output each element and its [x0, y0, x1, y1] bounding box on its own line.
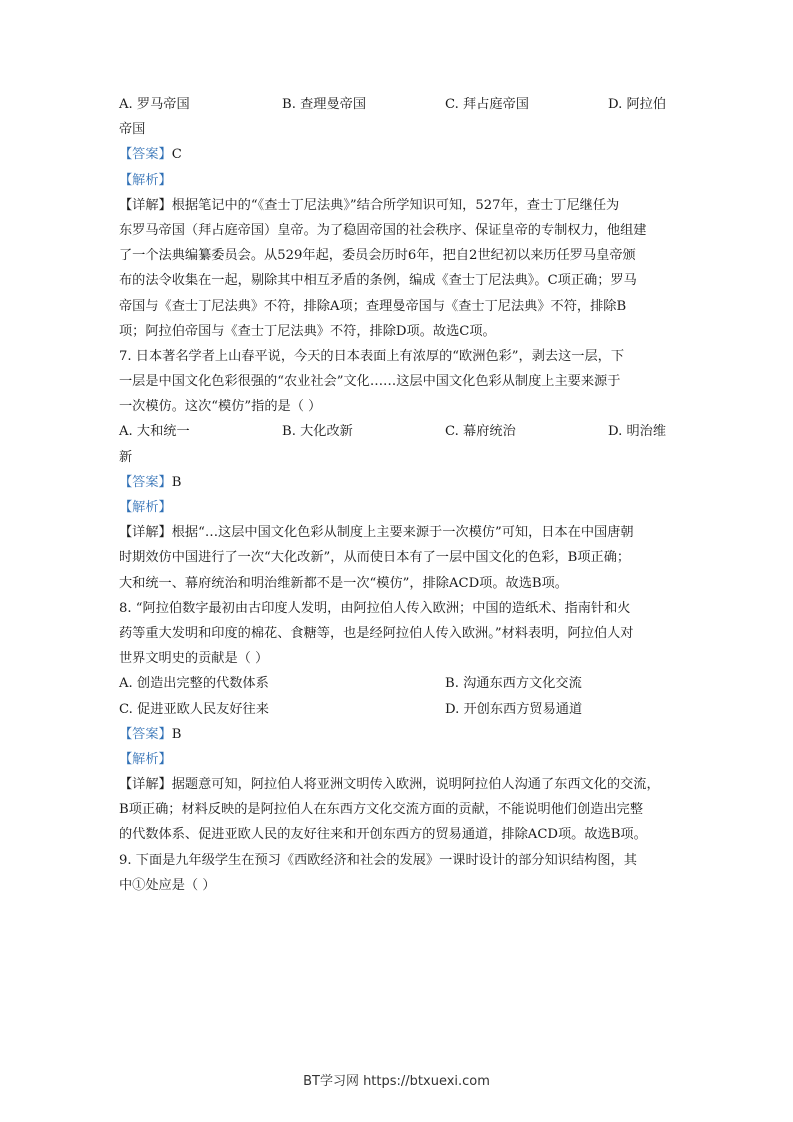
- detail-label: 【详解】: [119, 777, 172, 793]
- detail-label: 【详解】: [119, 197, 172, 213]
- stem-line: 一层是中国文化色彩很强的“农业社会”文化……这层中国文化色彩从制度上主要来源于: [119, 374, 621, 390]
- q7-detail: [119, 520, 673, 596]
- q8-detail: [119, 772, 673, 848]
- detail-line: 了一个法典编纂委员会。从529年起，委员会历时6年，把自2世纪初以来历任罗马皇帝颁: [119, 248, 636, 264]
- answer-value: C: [171, 147, 182, 163]
- detail-label: 【详解】: [119, 525, 172, 541]
- answer-label: 【答案】: [119, 726, 172, 742]
- q8-answer: [119, 722, 673, 747]
- detail-line: 东罗马帝国（拜占庭帝国）皇帝。为了稳固帝国的社会秩序、保证皇帝的专制权力，他组建: [119, 222, 647, 238]
- detail-line: 大和统一、幕府统治和明治维新都不是一次“模仿”，排除ACD项。故选B项。: [119, 575, 568, 591]
- site-footer-watermark: BT学习网 https://btxuexi.com: [303, 1074, 490, 1089]
- detail-line: 布的法令收集在一起，剔除其中相互矛盾的条例，编成《查士丁尼法典》。C项正确；罗马: [119, 273, 637, 289]
- stem-line: 世界文明史的贡献是（ ）: [119, 651, 269, 667]
- q8-options-row-1: [119, 671, 673, 696]
- q8-option-c[interactable]: C. 促进亚欧人民友好往来: [119, 701, 269, 717]
- detail-line: 据题意可知，阿拉伯人将亚洲文明传入欧洲，说明阿拉伯人沟通了东西文化的交流，: [171, 777, 660, 793]
- q7-answer: [119, 470, 673, 495]
- q8-option-d[interactable]: D. 开创东西方贸易通道: [445, 701, 583, 717]
- q6-option-c[interactable]: C. 拜占庭帝国: [445, 97, 529, 112]
- q6-analysis-label: 【解析】: [119, 172, 172, 188]
- q7-option-c[interactable]: C. 幕府统治: [445, 424, 516, 440]
- detail-line: 时期效仿中国进行了一次“大化改新”，从而使日本有了一层中国文化的色彩，B项正确；: [119, 550, 631, 566]
- q7-option-b[interactable]: B. 大化改新: [282, 424, 353, 440]
- q7-analysis-label: 【解析】: [119, 500, 172, 515]
- detail-line: 项；阿拉伯帝国与《查士丁尼法典》不符，排除D项。故选C项。: [119, 323, 496, 339]
- stem-line: 药等重大发明和印度的棉花、食糖等，也是经阿拉伯人传入欧洲。”材料表明，阿拉伯人对: [119, 625, 634, 641]
- q7-option-d[interactable]: D. 明治维: [608, 424, 667, 440]
- answer-label: 【答案】: [119, 474, 172, 490]
- q7-option-d-continued: 新: [119, 449, 133, 465]
- stem-line: 8. “阿拉伯数字最初由古印度人发明，由阿拉伯人传入欧洲；中国的造纸术、指南针和火: [119, 600, 631, 616]
- detail-line: 的代数体系、促进亚欧人民的友好往来和开创东西方的贸易通道，排除ACD项。故选B项。: [119, 827, 647, 843]
- detail-line: B项正确；材料反映的是阿拉伯人在东西方文化交流方面的贡献，不能说明他们创造出完整: [119, 802, 643, 818]
- q7-option-a[interactable]: A. 大和统一: [119, 424, 190, 440]
- answer-label: 【答案】: [119, 147, 172, 163]
- detail-line: 帝国与《查士丁尼法典》不符，排除A项；查理曼帝国与《查士丁尼法典》不符，排除B: [119, 298, 627, 314]
- q9-stem: [119, 848, 673, 898]
- document-page: [119, 92, 673, 898]
- stem-line: 7. 日本著名学者上山春平说，今天的日本表面上有浓厚的“欧洲色彩”，剥去这一层，下: [119, 348, 625, 364]
- q8-stem: [119, 596, 673, 672]
- answer-value: B: [171, 726, 182, 742]
- detail-line: 根据“…这层中国文化色彩从制度上主要来源于一次模仿”可知，日本在中国唐朝: [171, 525, 634, 541]
- q6-detail: [119, 193, 673, 344]
- q6-option-a[interactable]: A. 罗马帝国: [119, 97, 190, 112]
- stem-line: 中①处应是（ ）: [119, 877, 216, 893]
- q8-analysis-label: 【解析】: [119, 751, 172, 767]
- answer-value: B: [171, 474, 182, 490]
- q6-option-d-continued: 帝国: [119, 122, 146, 138]
- q6-answer: [119, 142, 673, 167]
- q6-options: [119, 92, 673, 117]
- q7-stem: [119, 344, 673, 420]
- stem-line: 9. 下面是九年级学生在预习《西欧经济和社会的发展》一课时设计的部分知识结构图，其: [119, 852, 637, 868]
- q7-options: [119, 419, 673, 444]
- stem-line: 一次模仿。这次“模仿”指的是（ ）: [119, 399, 322, 415]
- q6-option-b[interactable]: B. 查理曼帝国: [282, 97, 367, 112]
- q8-options-row-2: [119, 697, 673, 722]
- q8-option-b[interactable]: B. 沟通东西方文化交流: [445, 676, 582, 692]
- detail-line: 根据笔记中的“《查士丁尼法典》”结合所学知识可知，527年，查士丁尼继任为: [171, 197, 620, 213]
- q8-option-a[interactable]: A. 创造出完整的代数体系: [119, 676, 269, 692]
- q6-option-d[interactable]: D. 阿拉伯: [608, 97, 667, 112]
